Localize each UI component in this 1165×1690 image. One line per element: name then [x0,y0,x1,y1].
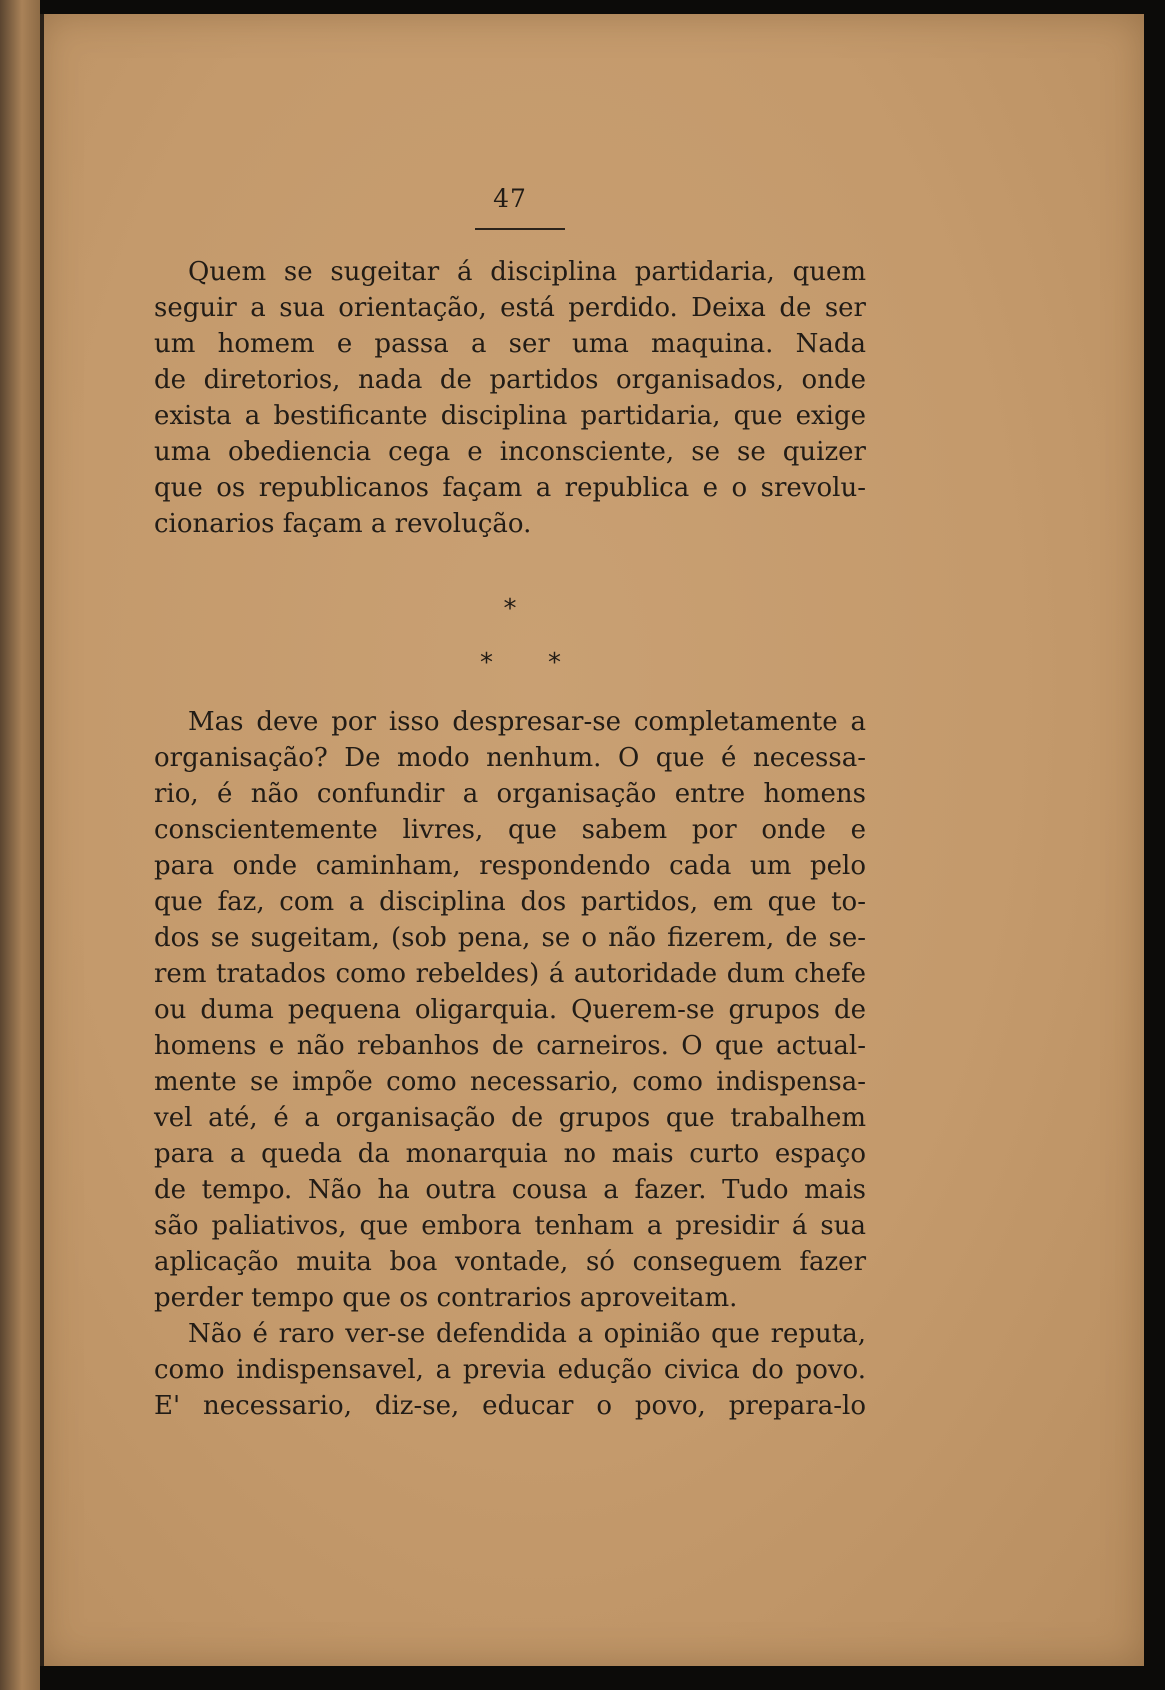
page-number: 47 [493,184,527,213]
text-line: de diretorios, nada de partidos organisados, onde [154,365,866,395]
text-line: aplicação muita boa vontade, só conseguem fazer [154,1247,866,1277]
text-line: para a queda da monarquia no mais curto espaço [154,1139,866,1169]
text-line: um homem e passa a ser uma maquina. Nada [154,329,866,359]
text-line: perder tempo que os contrarios aproveitam. [154,1283,738,1313]
text-line: E' necessario, diz-se, educar o povo, prepara-lo [154,1391,866,1421]
header-rule [475,228,565,230]
text-line: que faz, com a disciplina dos partidos, em que to- [154,887,866,917]
paragraph-1 [154,254,866,542]
text-line: Mas deve por isso despresar-se completamente a [188,707,866,737]
paragraph-2 [154,704,866,1316]
text-line: Quem se sugeitar á disciplina partidaria, quem [188,257,866,287]
text-line: de tempo. Não ha outra cousa a fazer. Tudo mais [154,1175,866,1205]
text-line: mente se impõe como necessario, como indispensa- [154,1067,866,1097]
text-line: são paliativos, que embora tenham a presidir á sua [154,1211,866,1241]
text-line: vel até, é a organisação de grupos que trabalhem [154,1103,866,1133]
text-line: exista a bestificante disciplina partidaria, que exige [154,401,866,431]
text-line: que os republicanos façam a republica e o srevolu- [154,473,866,503]
text-line: Não é raro ver-se defendida a opinião que reputa, [188,1319,866,1349]
text-line: uma obediencia cega e inconsciente, se se quizer [154,437,866,467]
separator-star-right: * [548,648,561,678]
text-line: rem tratados como rebeldes) á autoridade dum chefe [154,959,866,989]
text-line: organisação? De modo nenhum. O que é necessa- [154,743,866,773]
text-line: para onde caminham, respondendo cada um pelo [154,851,866,881]
facing-page-edge [0,0,40,1690]
text-line: ou duma pequena oligarquia. Querem-se grupos de [154,995,866,1025]
text-line: cionarios façam a revolução. [154,509,532,539]
paragraph-3 [154,1316,866,1424]
binding-gutter [40,14,44,1666]
text-line: dos se sugeitam, (sob pena, se o não fizerem, de se- [154,923,866,953]
text-line: seguir a sua orientação, está perdido. Deixa de ser [154,293,866,323]
separator-star-left: * [480,648,493,678]
text-line: conscientemente livres, que sabem por onde e [154,815,866,845]
section-separator-top: * [503,594,517,624]
text-line: homens e não rebanhos de carneiros. O que actual- [154,1031,866,1061]
text-line: como indispensavel, a previa edução civica do povo. [154,1355,866,1385]
text-line: rio, é não confundir a organisação entre homens [154,779,866,809]
